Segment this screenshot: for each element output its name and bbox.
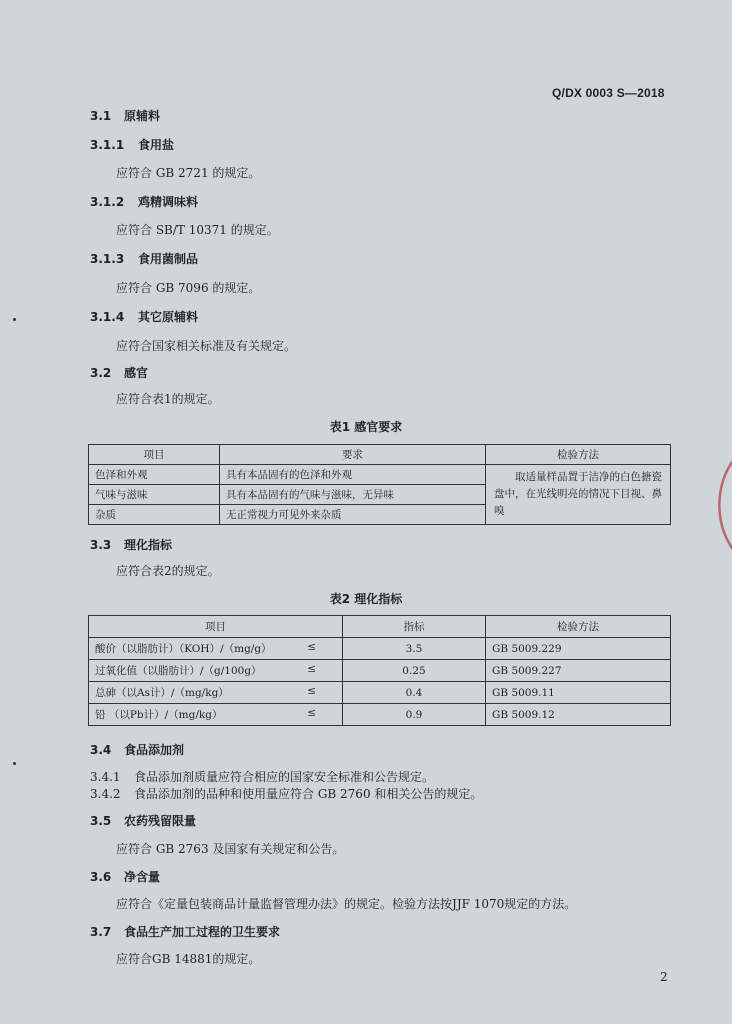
section-3-1-4-text: 应符合国家相关标准及有关规定。 xyxy=(116,339,297,353)
page-number: 2 xyxy=(660,970,668,984)
table-cell: 铅 （以Pb计）/（mg/kg） ≤ xyxy=(89,704,343,726)
method-cell: 取适量样品置于洁净的白色搪瓷盘中，在光线明亮的情况下目视、鼻嗅 xyxy=(486,465,671,525)
table-header-row xyxy=(89,616,671,638)
section-3-4-2: 3.4.2 食品添加剂的品种和使用量应符合 GB 2760 和相关公告的规定。 xyxy=(90,787,483,801)
red-seal-stamp xyxy=(706,430,732,580)
table-cell: 总砷（以As计）/（mg/kg） ≤ xyxy=(89,682,343,704)
table-cell: 无正常视力可见外来杂质 xyxy=(220,505,486,525)
section-3-1-heading: 3.1 原辅料 xyxy=(90,109,161,123)
table-cell: 0.4 xyxy=(343,682,486,704)
section-3-7-text: 应符合GB 14881的规定。 xyxy=(116,952,261,966)
section-3-2-text: 应符合表1的规定。 xyxy=(116,392,220,406)
section-3-4-1: 3.4.1 食品添加剂质量应符合相应的国家安全标准和公告规定。 xyxy=(90,770,435,784)
table-header-cell: 检验方法 xyxy=(486,445,671,465)
section-3-2-heading: 3.2 感官 xyxy=(90,366,149,380)
table-cell: 具有本品固有的气味与滋味，无异味 xyxy=(220,485,486,505)
table-header-cell: 要求 xyxy=(220,445,486,465)
table-cell: 杂质 xyxy=(89,505,220,525)
table-cell: GB 5009.229 xyxy=(486,638,671,660)
table-row xyxy=(89,704,671,726)
section-3-4-heading: 3.4 食品添加剂 xyxy=(90,743,185,757)
table-cell: 气味与滋味 xyxy=(89,485,220,505)
table-cell: 过氧化值（以脂肪计）/（g/100g） ≤ xyxy=(89,660,343,682)
table2-caption: 表2 理化指标 xyxy=(329,592,403,606)
scan-speck xyxy=(13,762,16,765)
table-header-cell: 项目 xyxy=(89,445,220,465)
section-3-1-1-heading: 3.1.1 食用盐 xyxy=(90,138,175,152)
table1-caption: 表1 感官要求 xyxy=(329,420,403,434)
section-3-6-heading: 3.6 净含量 xyxy=(90,870,161,884)
le-symbol: ≤ xyxy=(307,663,316,675)
table-cell: GB 5009.12 xyxy=(486,704,671,726)
section-3-1-3-text: 应符合 GB 7096 的规定。 xyxy=(116,281,261,295)
table-cell: GB 5009.11 xyxy=(486,682,671,704)
table-header-cell: 项目 xyxy=(89,616,343,638)
physicochemical-table xyxy=(88,615,671,726)
scan-speck xyxy=(13,318,16,321)
standard-code: Q/DX 0003 S—2018 xyxy=(552,86,665,100)
le-symbol: ≤ xyxy=(307,641,316,653)
table-cell: 0.25 xyxy=(343,660,486,682)
section-3-1-4-heading: 3.1.4 其它原辅料 xyxy=(90,310,199,324)
table-cell: 具有本品固有的色泽和外观 xyxy=(220,465,486,485)
sensory-table xyxy=(88,444,671,525)
table-cell: 酸价（以脂肪计）（KOH）/（mg/g） ≤ xyxy=(89,638,343,660)
le-symbol: ≤ xyxy=(307,707,316,719)
section-3-3-heading: 3.3 理化指标 xyxy=(90,538,173,552)
table-row xyxy=(89,660,671,682)
section-3-1-3-heading: 3.1.3 食用菌制品 xyxy=(90,252,199,266)
section-3-5-heading: 3.5 农药残留限量 xyxy=(90,814,197,828)
table-cell: 0.9 xyxy=(343,704,486,726)
table-cell: GB 5009.227 xyxy=(486,660,671,682)
table-header-cell: 指标 xyxy=(343,616,486,638)
section-3-7-heading: 3.7 食品生产加工过程的卫生要求 xyxy=(90,925,281,939)
section-3-1-2-heading: 3.1.2 鸡精调味料 xyxy=(90,195,199,209)
le-symbol: ≤ xyxy=(307,685,316,697)
section-3-6-text: 应符合《定量包装商品计量监督管理办法》的规定。检验方法按JJF 1070规定的方法。 xyxy=(116,897,577,911)
table-row xyxy=(89,465,671,485)
section-3-1-1-text: 应符合 GB 2721 的规定。 xyxy=(116,166,261,180)
section-3-3-text: 应符合表2的规定。 xyxy=(116,564,220,578)
table-cell: 色泽和外观 xyxy=(89,465,220,485)
table-header-cell: 检验方法 xyxy=(486,616,671,638)
table-row xyxy=(89,682,671,704)
section-3-1-2-text: 应符合 SB/T 10371 的规定。 xyxy=(116,223,279,237)
table-row xyxy=(89,638,671,660)
section-3-5-text: 应符合 GB 2763 及国家有关规定和公告。 xyxy=(116,842,345,856)
table-header-row xyxy=(89,445,671,465)
table-cell: 3.5 xyxy=(343,638,486,660)
